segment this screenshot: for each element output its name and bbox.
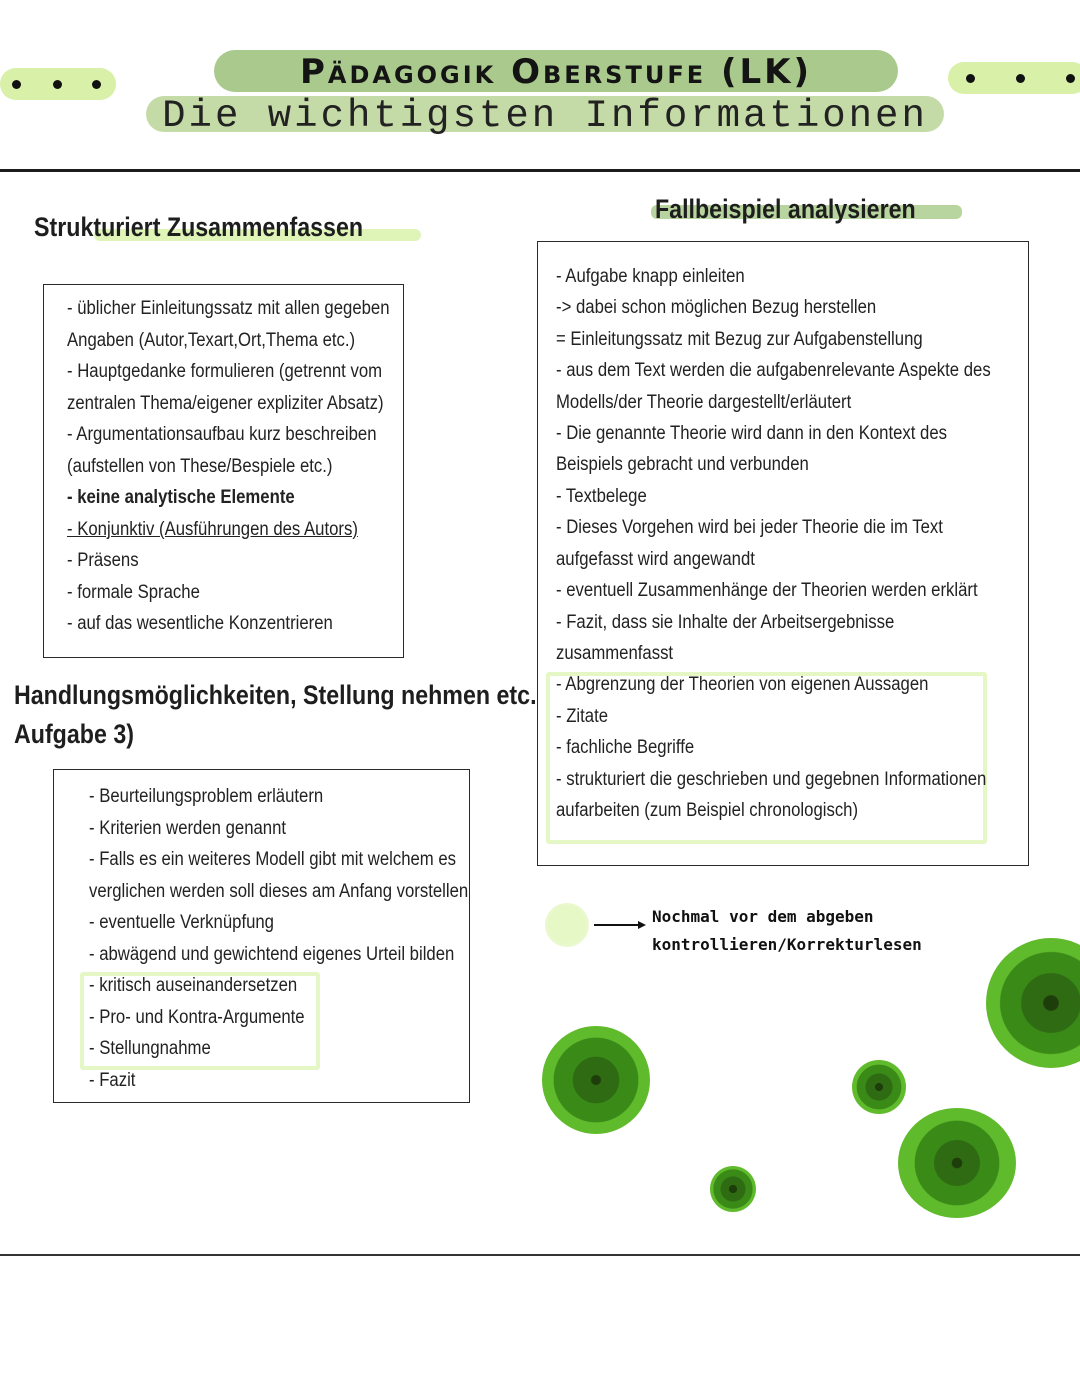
list-item: Angaben (Autor,Texart,Ort,Thema etc.) [67,330,356,351]
list-item: = Einleitungssatz mit Bezug zur Aufgabenstellung [556,329,923,350]
list-item: - Präsens [67,550,139,571]
list-item: - Fazit, dass sie Inhalte der Arbeitsergebnisse [556,612,895,633]
header-divider [0,169,1080,172]
heading-handlung-wrap [14,680,622,750]
list-item: - kritisch auseinandersetzen [89,975,298,996]
list-item: - Stellungnahme [89,1038,211,1059]
list-item: - Argumentationsaufbau kurz beschreiben [67,424,377,445]
list-item: - Konjunktiv (Ausführungen des Autors) [67,519,358,540]
note-line1: Nochmal vor dem abgeben [652,907,874,926]
green-circle-icon [898,1108,1016,1218]
list-item: Beispiels gebracht und verbunden [556,454,809,475]
list-item: aufgefasst wird angewandt [556,549,755,570]
list-item: - eventuelle Verknüpfung [89,912,274,933]
list-item: - Abgrenzung der Theorien von eigenen Aussagen [556,674,929,695]
heading-zusammenfassen-wrap [34,212,417,243]
list-item: - Hauptgedanke formulieren (getrennt vom [67,361,383,382]
note-line2: kontrollieren/Korrekturlesen [652,935,922,954]
list-item: - auf das wesentliche Konzentrieren [67,613,333,634]
heading-fallbeispiel-wrap [655,194,958,225]
decorative-dots-right [948,62,1080,94]
heading-handlung-line1: Handlungsmöglichkeiten, Stellung nehmen etc. [14,680,537,710]
list-item: - strukturiert die geschrieben und gegebnen Informationen [556,769,987,790]
heading-zusammenfassen: Strukturiert Zusammenfassen [34,212,364,242]
list-item: - aus dem Text werden die aufgabenrelevante Aspekte des [556,360,991,381]
list-item: (aufstellen von These/Bespiele etc.) [67,456,333,477]
list-item: - Textbelege [556,486,647,507]
list-item: - Zitate [556,706,609,727]
list-item: aufarbeiten (zum Beispiel chronologisch) [556,800,859,821]
page-subtitle: Die wichtigsten Informationen [162,94,928,138]
green-circle-icon [986,938,1080,1068]
list-item: zentralen Thema/eigener expliziter Absatz) [67,393,384,414]
list-item: - üblicher Einleitungssatz mit allen gegeben [67,298,390,319]
footer-divider [0,1254,1080,1256]
note-bullet-icon [545,903,589,947]
list-item: verglichen werden soll dieses am Anfang vorstellen [89,881,469,902]
decorative-dots-left [0,68,116,100]
list-item: - Die genannte Theorie wird dann in den Kontext des [556,423,948,444]
list-item: - fachliche Begriffe [556,737,695,758]
list-item: Modells/der Theorie dargestellt/erläutert [556,392,852,413]
arrow-right-icon [594,918,646,932]
list-item: -> dabei schon möglichen Bezug herstellen [556,297,877,318]
list-item: - Falls es ein weiteres Modell gibt mit welchem es [89,849,457,870]
green-circle-icon [852,1060,906,1114]
green-circle-icon [542,1026,650,1134]
green-circle-icon [710,1166,756,1212]
page-subtitle-highlight [146,94,944,138]
list-item: - Beurteilungsproblem erläutern [89,786,324,807]
list-item: zusammenfasst [556,643,674,664]
page-title-highlight [214,50,898,92]
list-item: - Aufgabe knapp einleiten [556,266,745,287]
page-title: Pädagogik Oberstufe (LK) [299,52,813,92]
list-item: - abwägend und gewichtend eigenes Urteil bilden [89,944,455,965]
heading-handlung-line2: Aufgabe 3) [14,719,134,749]
list-item: - keine analytische Elemente [67,487,295,508]
list-item: - Dieses Vorgehen wird bei jeder Theorie die im Text [556,517,943,538]
list-item: - Pro- und Kontra-Argumente [89,1007,305,1028]
heading-fallbeispiel: Fallbeispiel analysieren [655,194,916,224]
list-item: - Fazit [89,1070,136,1091]
list-item: - Kriterien werden genannt [89,818,287,839]
list-item: - formale Sprache [67,582,200,603]
note-text [652,903,922,959]
list-item: - eventuell Zusammenhänge der Theorien werden erklärt [556,580,978,601]
